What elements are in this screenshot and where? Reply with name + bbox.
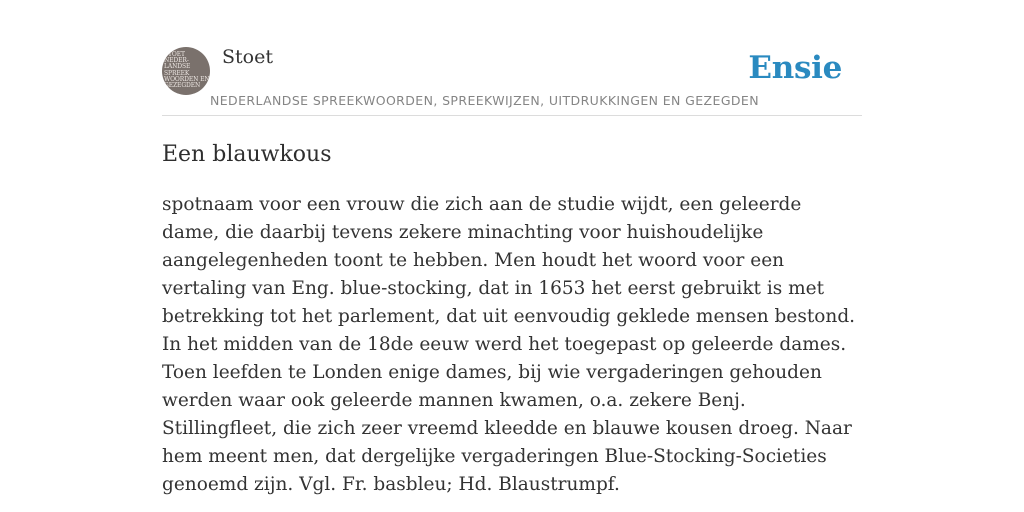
- entry-title: Een blauwkous: [162, 142, 332, 167]
- brand-logo[interactable]: Ensie: [748, 50, 842, 86]
- author-name[interactable]: Stoet: [222, 46, 273, 68]
- entry-definition: spotnaam voor een vrouw die zich aan de studie wijdt, een geleerde dame, die daarbij tevens zekere minachting voor huishoudelijke aangelegenheden toont te hebben. Men houdt het woord voor een vertaling van Eng. blue-stocking, dat in 1653 het eerst gebruikt is met betrekking tot het parlement, dat uit eenvoudig geklede mensen bestond. In het midden van de 18de eeuw werd het toegepast op geleerde dames. Toen leefden te Londen enige dames, bij wie vergaderingen gehouden werden waar ook geleerde mannen kwamen, o.a. zekere Benj. Stillingfleet, die zich zeer vreemd kleedde en blauwe kousen droeg. Naar hem meent men, dat dergelijke vergaderingen Blue-Stocking-Societies genoemd zijn. Vgl. Fr. basbleu; Hd. Blaustrumpf.: [162, 194, 856, 495]
- source-subtitle[interactable]: NEDERLANDSE SPREEKWOORDEN, SPREEKWIJZEN, UITDRUKKINGEN EN GEZEGDEN: [210, 93, 759, 108]
- entry-card: [162, 44, 862, 499]
- avatar[interactable]: [162, 47, 210, 95]
- header: [162, 44, 862, 116]
- avatar-book-cover: STOET NEDER- LANDSE SPREEK WOORDEN EN GEZEGDEN: [164, 51, 210, 90]
